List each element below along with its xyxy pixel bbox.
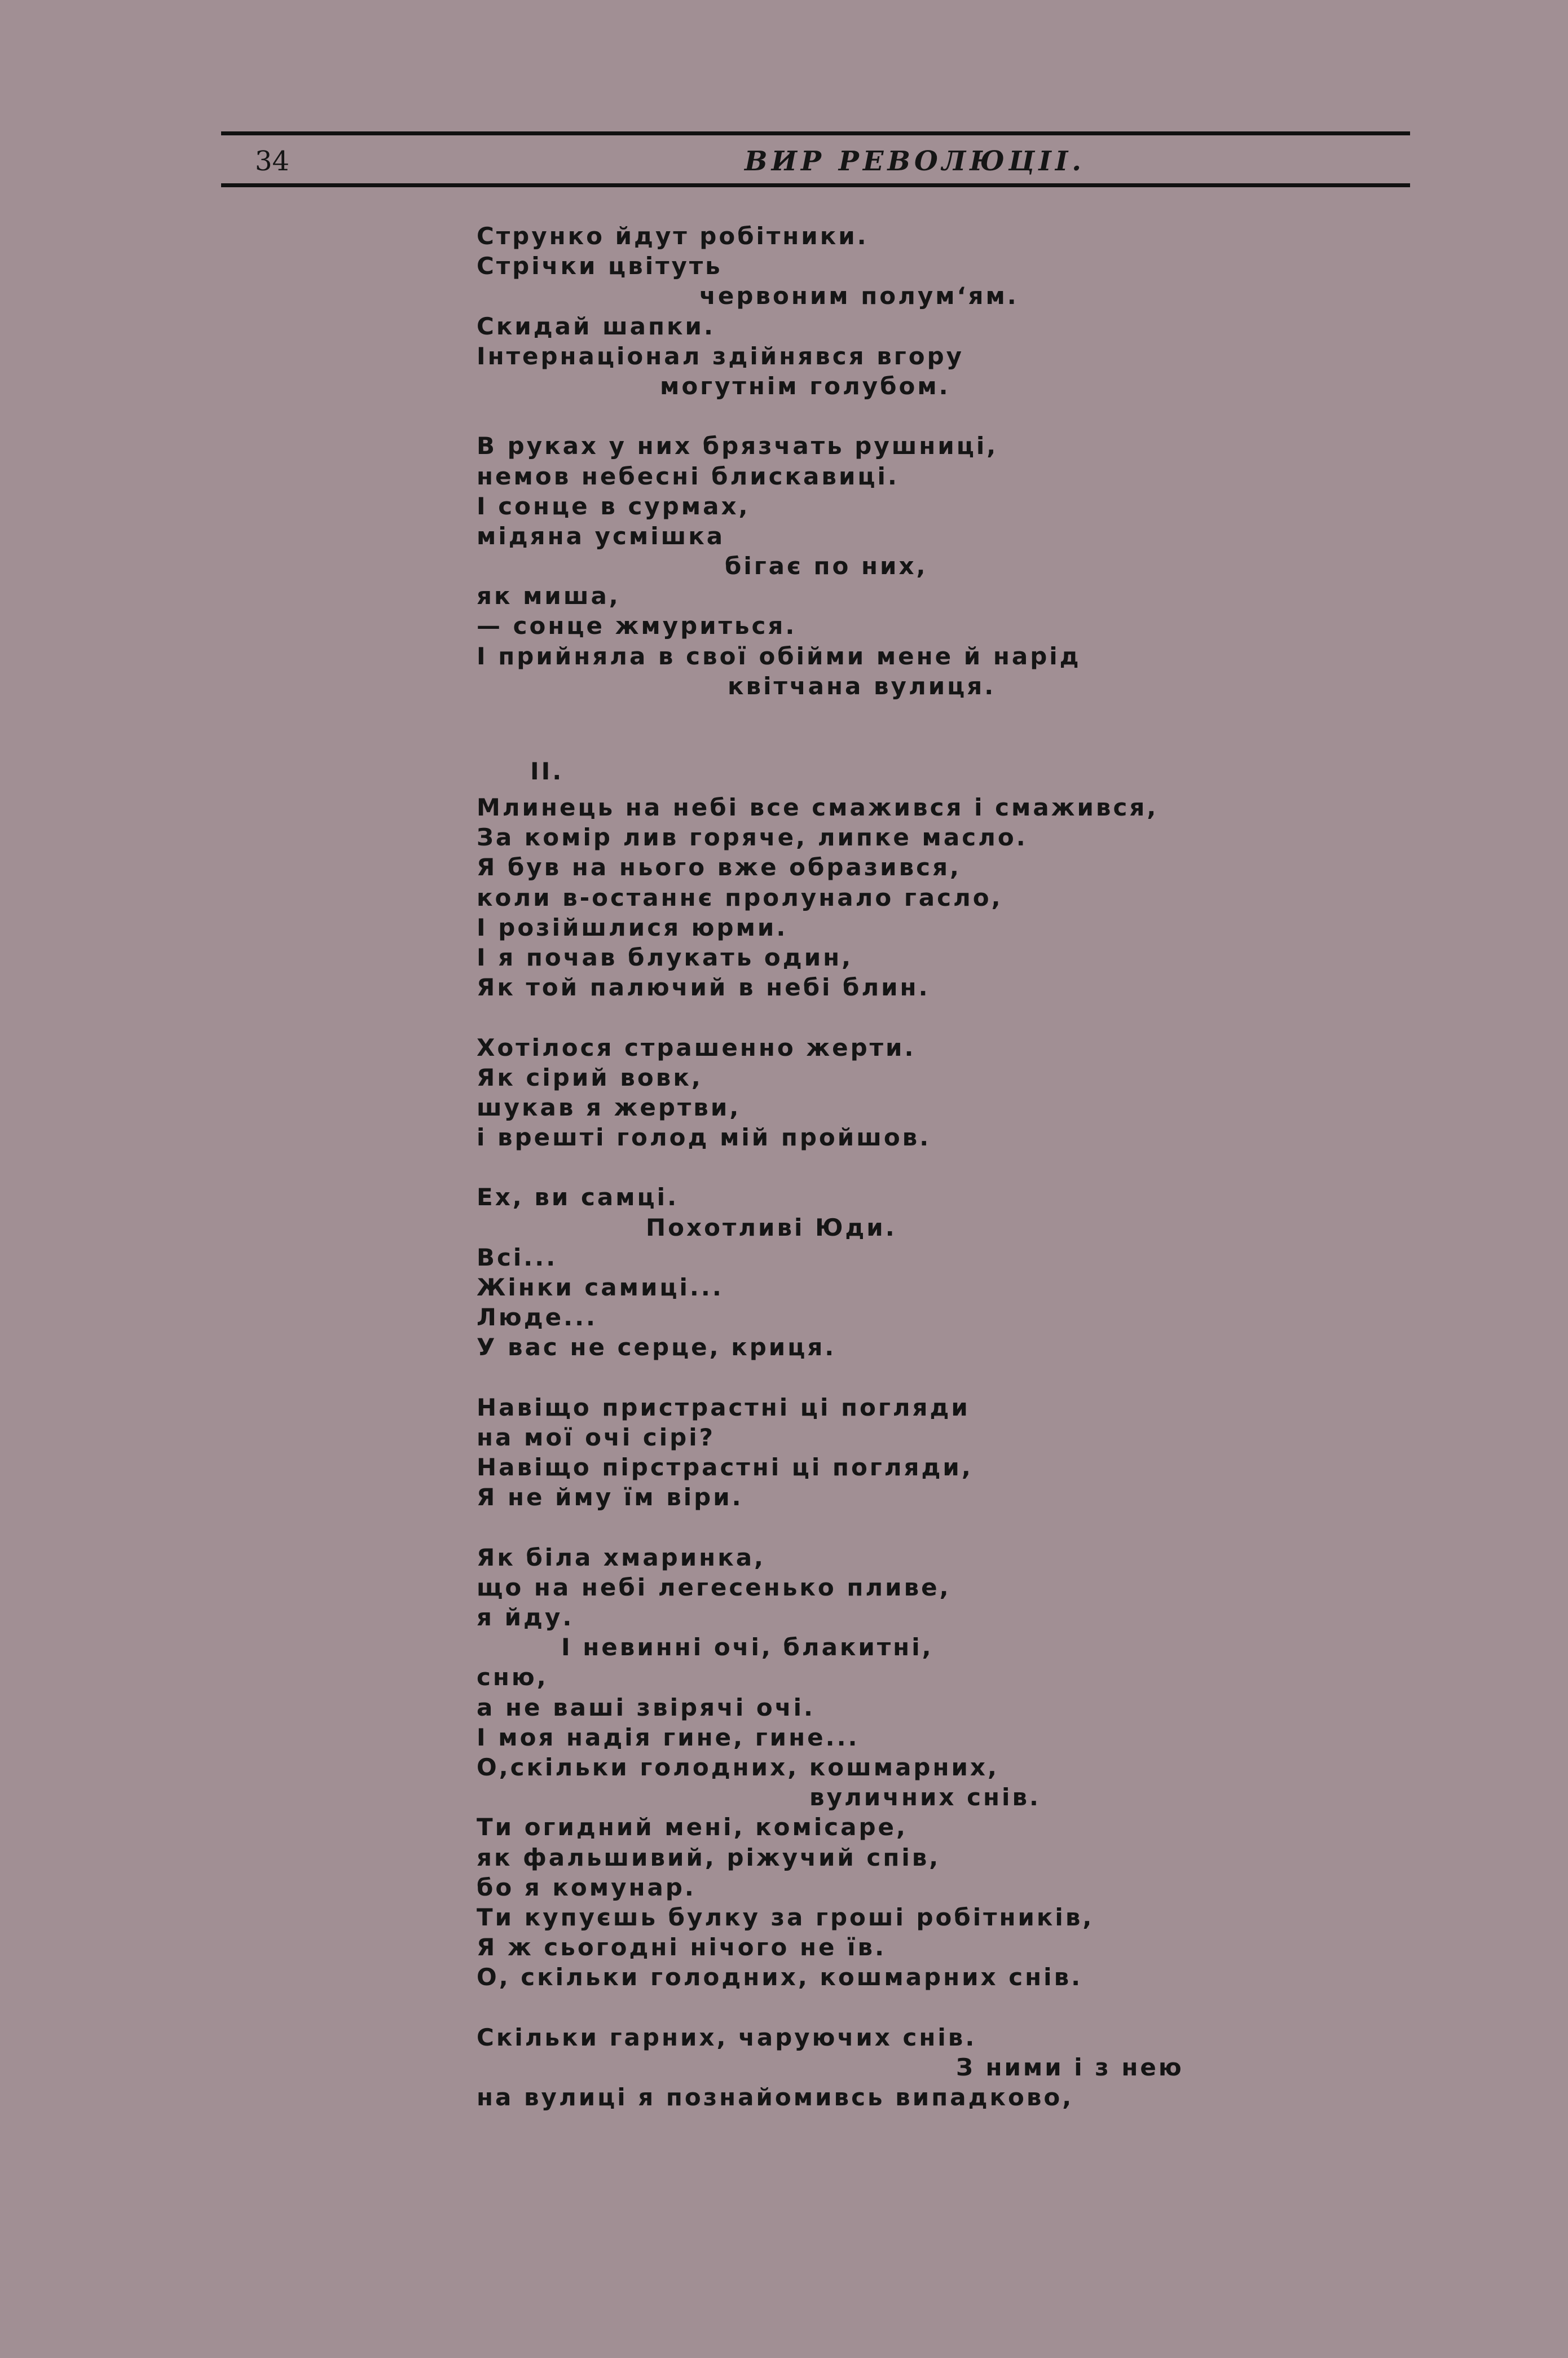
poem-line: на вулиці я познайомивсь випадково, (477, 2083, 1074, 2112)
poem-line: Навіщо пірстрастні ці погляди, (477, 1453, 973, 1482)
stanza-gap (477, 401, 1531, 431)
stanza-gap (477, 1513, 1531, 1542)
poem-line: немов небесні блискавиці. (477, 462, 899, 490)
poem-line: Інтернаціонал здійнявся вгору (477, 342, 964, 370)
poem-line: Ех, ви самці. (477, 1183, 679, 1211)
stanza-gap (477, 1002, 1531, 1032)
poem-line: квітчана вулиця. (728, 672, 996, 700)
poem-line: червоним полум‘ям. (699, 282, 1019, 310)
poem-line: — сонце жмуриться. (477, 612, 797, 640)
running-head: ВИР РЕВОЛЮЦІІ. (745, 146, 1086, 177)
page-number: 34 (255, 146, 290, 177)
poem-line: Як біла хмаринка, (477, 1543, 765, 1571)
poem-line: Хотілося страшенно жерти. (477, 1033, 916, 1061)
poem-line: Люде... (477, 1303, 597, 1332)
poem-line: мідяна усмішка (477, 522, 725, 550)
poem-line: Струнко йдут робітники. (477, 222, 869, 250)
poem-line: шукав я жертви, (477, 1093, 741, 1121)
poem-line: бо я комунар. (477, 1873, 696, 1901)
poem-line: Стрічки цвітуть (477, 252, 723, 280)
poem-line: сню, (477, 1663, 548, 1691)
poem-line: коли в-останнє пролунало гасло, (477, 883, 1003, 911)
poem-line: могутнім голубом. (660, 372, 950, 400)
poem-line: Скидай шапки. (477, 312, 715, 340)
poem-line: І прийняла в свої обійми мене й нарід (477, 642, 1081, 670)
poem-line: на мої очі сірі? (477, 1423, 716, 1451)
poem-line: О,скільки голодних, кошмарних, (477, 1753, 999, 1781)
poem-line: Ти огидний мені, комісаре, (477, 1813, 908, 1841)
poem-section-one (477, 221, 1531, 701)
poem-line: вуличних снів. (809, 1783, 1041, 1812)
poem-line: що на небі легесенько пливе, (477, 1573, 951, 1601)
stanza-gap (477, 1993, 1531, 2022)
poem-line: Навіщо пристрастні ці погляди (477, 1393, 970, 1421)
poem-line: Я ж сьогодні нічого не їв. (477, 1933, 887, 1962)
header-bottom-rule (221, 183, 1410, 187)
stanza-gap (477, 1152, 1531, 1182)
stanza-gap (477, 1363, 1531, 1392)
section-number: II. (530, 757, 564, 785)
poem-line: я йду. (477, 1603, 574, 1632)
poem-line: Ти купуєшь булку за гроші робітників, (477, 1903, 1094, 1931)
poem-line: як миша, (477, 582, 620, 610)
poem-line: Як той палючий в небі блин. (477, 973, 930, 1002)
poem-line: І розійшлися юрми. (477, 913, 788, 941)
header-top-rule (221, 131, 1410, 135)
poem-line: і врешті голод мій пройшов. (477, 1123, 931, 1152)
poem-line: Я був на нього вже образився, (477, 853, 961, 882)
poem-line: Скільки гарних, чаруючих снів. (477, 2023, 977, 2051)
poem-section-two (477, 792, 1531, 2112)
poem-line: В руках у них брязчать рушниці, (477, 432, 998, 460)
poem-line: Всі... (477, 1243, 558, 1271)
poem-line: як фальшивий, ріжучий спів, (477, 1843, 941, 1871)
poem-line: Я не йму їм віри. (477, 1483, 743, 1511)
poem-line: Жінки самиці... (477, 1273, 724, 1301)
poem-line: бігає по них, (725, 552, 928, 580)
poem-line: І моя надія гине, гине... (477, 1723, 860, 1751)
poem-line: Млинець на небі все смажився і смажився, (477, 794, 1159, 821)
poem-line: Як сірий вовк, (477, 1063, 703, 1091)
poem-line: За комір лив горяче, липке масло. (477, 823, 1028, 852)
poem-line: І сонце в сурмах, (477, 492, 750, 520)
poem-line: У вас не серце, криця. (477, 1333, 836, 1361)
poem-line: І невинні очі, блакитні, (561, 1633, 933, 1661)
poem-line: З ними і з нею (956, 2053, 1184, 2081)
poem-line: І я почав блукать один, (477, 943, 853, 971)
poem-line: а не ваші звірячі очі. (477, 1693, 815, 1721)
poem-line: О, скільки голодних, кошмарних снів. (477, 1963, 1083, 1991)
poem-line: Похотливі Юди. (646, 1213, 897, 1241)
